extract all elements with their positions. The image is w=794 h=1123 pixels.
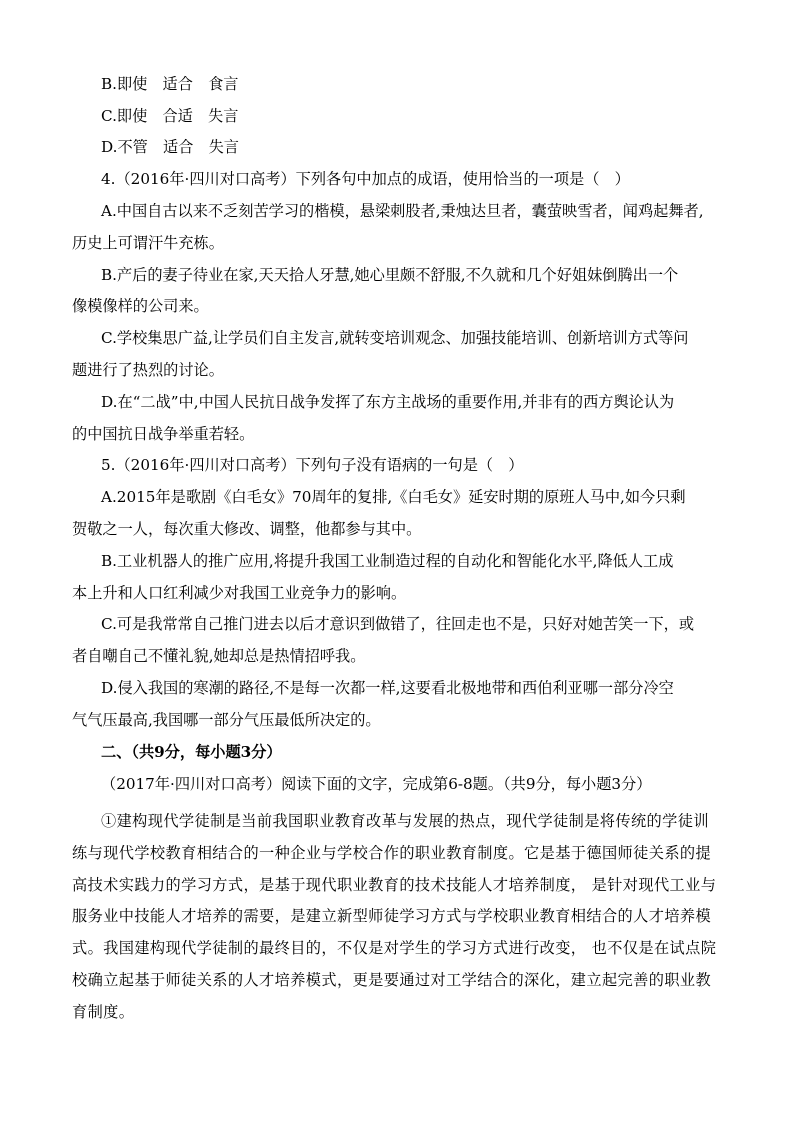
question-4-option-a-line1: A.中国自古以来不乏刻苦学习的楷模，悬梁刺股者,秉烛达旦者，囊萤映雪者，闻鸡起舞者,	[101, 202, 704, 220]
q3-option-c: C.即使 合适 失言	[101, 107, 239, 125]
question-4-option-d-line1: D.在“二战”中,中国人民抗日战争发挥了东方主战场的重要作用,并非有的西方舆论认为	[101, 393, 675, 411]
section-2-heading: 二、（共9分，每小题3分）	[101, 743, 282, 761]
question-5-option-d-line1: D.侵入我国的寒潮的路径,不是每一次都一样,这要看北极地带和西伯利亚哪一部分冷空	[101, 679, 674, 697]
question-5-option-b-line2: 本上升和人口红利减少对我国工业竞争力的影响。	[72, 584, 407, 602]
question-5-option-a-line1: A.2015年是歌剧《白毛女》70周年的复排,《白毛女》延安时期的原班人马中,如今只剩	[101, 488, 686, 506]
section-2-intro: （2017年·四川对口高考）阅读下面的文字，完成第6-8题。（共9分，每小题3分）	[101, 775, 652, 793]
question-4-option-d-line2: 的中国抗日战争举重若轻。	[72, 425, 255, 443]
reading-passage: ①建构现代学徒制是当前我国职业教育改革与发展的热点，现代学徒制是将传统的学徒训练与现代学校教育相结合的一种企业与学校合作的职业教育制度。它是基于德国师徒关系的提高技术实践力的学习方式，是基于现代职业教育的技术技能人才培养制度， 是针对现代工业与服务业中技能人才培养的需要，是建立新型师徒学习方式与学校职业教育相结合的人才培养模式。我国建构现代学徒制的最终目的，不仅是对学生的学习方式进行改变， 也不仅是在试点院校确立起基于师徒关系的人才培养模式，更是要通过对工学结合的深化，建立起完善的职业教育制度。	[72, 812, 717, 1021]
question-4-stem: 4.（2016年·四川对口高考）下列各句中加点的成语，使用恰当的一项是（ ）	[101, 170, 630, 188]
question-5-option-d-line2: 气气压最高,我国哪一部分气压最低所决定的。	[72, 711, 381, 729]
question-4-option-c-line1: C.学校集思广益,让学员们自主发言,就转变培训观念、加强技能培训、创新培训方式等问	[101, 329, 689, 347]
q3-option-b: B.即使 适合 食言	[101, 75, 239, 93]
question-5-option-a-line2: 贺敬之一人，每次重大修改、调整，他都参与其中。	[72, 520, 422, 538]
question-4-option-b-line1: B.产后的妻子待业在家,天天拾人牙慧,她心里颇不舒服,不久就和几个好姐妹倒腾出一个	[101, 266, 679, 284]
question-5-stem: 5.（2016年·四川对口高考）下列句子没有语病的一句是（ ）	[101, 456, 524, 474]
question-5-option-c-line2: 者自嘲自己不懂礼貌,她却总是热情招呼我。	[72, 647, 366, 665]
question-4-option-c-line2: 题进行了热烈的讨论。	[72, 361, 224, 379]
question-5-option-b-line1: B.工业机器人的推广应用,将提升我国工业制造过程的自动化和智能化水平,降低人工成	[101, 552, 674, 570]
q3-option-d: D.不管 适合 失言	[101, 138, 239, 156]
question-5-option-c-line1: C.可是我常常自己推门进去以后才意识到做错了，往回走也不是，只好对她苦笑一下，或	[101, 615, 695, 633]
question-4-option-b-line2: 像模像样的公司来。	[72, 297, 209, 315]
question-4-option-a-line2: 历史上可谓汗牛充栋。	[72, 234, 224, 252]
